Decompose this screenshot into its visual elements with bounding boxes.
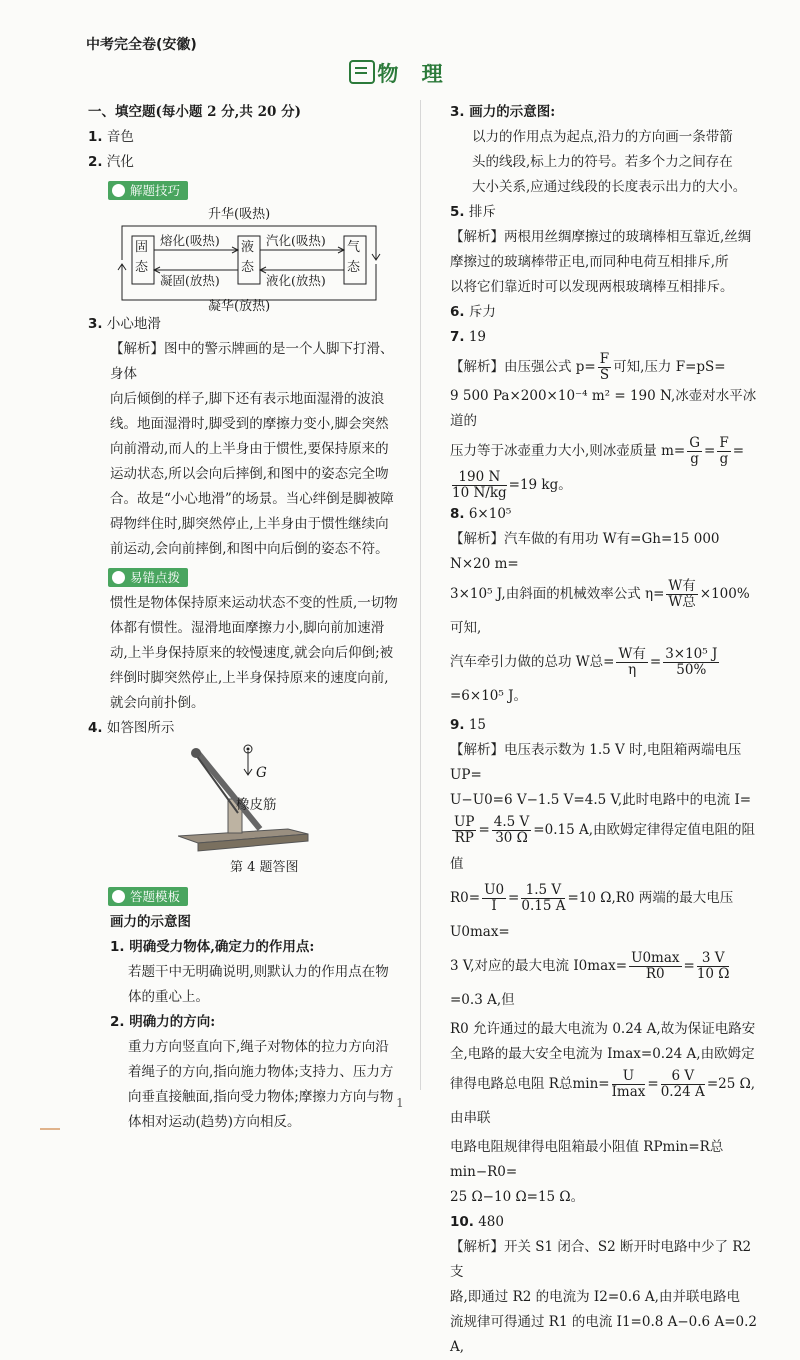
answer-1: 1. 音色 — [88, 129, 134, 145]
q3-line: 运动状态,所以会向后摔倒,和图中的姿态完全吻 — [110, 466, 389, 482]
step-1-line: 体的重心上。 — [128, 989, 209, 1005]
answer-4: 4. 如答图所示 — [88, 720, 175, 736]
phase-change-diagram — [108, 204, 403, 312]
step-2-line: 向垂直接触面,指向受力物体;摩擦力方向与物 — [128, 1089, 394, 1105]
key-icon — [112, 184, 125, 197]
answer-8: 8. 6×10⁵ — [450, 506, 512, 522]
q9-line: 电路电阻规律得电阻箱最小阻值 RPmin=R总min−R0= — [450, 1139, 724, 1180]
q9-line: R0 允许通过的最大电流为 0.24 A,故为保证电路安 — [450, 1021, 756, 1037]
subject-title: 物 理 — [0, 58, 800, 88]
q9-line: 25 Ω−10 Ω=15 Ω。 — [450, 1189, 585, 1205]
key-icon — [112, 571, 125, 584]
answer-7: 7. 19 — [450, 329, 487, 345]
step-1-line: 若题干中无明确说明,则默认力的作用点在物 — [128, 964, 389, 980]
gravity-label: G — [256, 765, 267, 781]
corner-mark — [40, 1128, 60, 1130]
err-line: 动,上半身保持原来的较慢速度,就会向后仰倒;被 — [110, 645, 394, 661]
q9-line: U−U0=6 V−1.5 V=4.5 V,此时电路中的电流 I= — [450, 792, 752, 808]
step-1: 1. 明确受力物体,确定力的作用点: — [110, 939, 315, 955]
step-2: 2. 明确力的方向: — [110, 1014, 216, 1030]
q8-line: 【解析】汽车做的有用功 W有=Gh=15 000 N×20 m= — [450, 531, 720, 572]
q7-line: 9 500 Pa×200×10⁻⁴ m² = 190 N,冰壶对水平冰道的 — [450, 388, 757, 429]
right-column — [450, 100, 762, 1360]
vaporization-label: 汽化(吸热) — [266, 233, 326, 248]
melting-label: 熔化(吸热) — [160, 233, 220, 248]
step-2-line: 体相对运动(趋势)方向相反。 — [128, 1114, 301, 1130]
answer-9: 9. 15 — [450, 717, 487, 733]
tip-badge: 解题技巧 — [108, 181, 188, 200]
template-badge: 答题模板 — [108, 887, 188, 906]
err-line: 体都有惯性。湿滑地面摩擦力小,脚向前加速滑 — [110, 620, 385, 636]
q7-line: 【解析】由压强公式 p= $\frac{F}{S}$ 可知,压力 F=pS= — [450, 351, 726, 383]
q5-line: 摩擦过的玻璃棒带正电,而同种电荷互相排斥,所 — [450, 254, 729, 270]
err-line: 惯性是物体保持原来运动状态不变的性质,一切物 — [110, 595, 398, 611]
answer-3: 3. 小心地滑 — [88, 316, 161, 332]
q10-line: 【解析】开关 S1 闭合、S2 断开时电路中少了 R2 支 — [450, 1239, 752, 1280]
book-icon — [349, 60, 375, 84]
q9-line: 【解析】电压表示数为 1.5 V 时,电阻箱两端电压 UP= — [450, 742, 742, 783]
exam-series-header: 中考完全卷(安徽) — [86, 37, 197, 53]
q3-line: 前运动,会向前摔倒,和图中向后倒的姿态不符。 — [110, 541, 389, 557]
q5-line: 【解析】两根用丝绸摩擦过的玻璃棒相互靠近,丝绸 — [450, 229, 752, 245]
q9-line: R0= $\frac{U0}{I}$ = $\frac{1.5 V}{0.15 A}$ =10 Ω,R0 两端的最大电压 U0max= — [450, 882, 734, 940]
err-line: 绊倒时脚突然停止,上半身保持原来的速度向前, — [110, 670, 389, 686]
condensation-label: 液化(放热) — [266, 273, 326, 288]
q9-line: 全,电路的最大安全电流为 Imax=0.24 A,由欧姆定 — [450, 1046, 755, 1062]
sublimation-label: 升华(吸热) — [208, 207, 271, 222]
book-icon — [112, 890, 125, 903]
left-column — [88, 100, 403, 1135]
answer-10: 10. 480 — [450, 1214, 504, 1230]
q3-line: 【解析】图中的警示牌画的是一个人脚下打滑、身体 — [110, 341, 394, 382]
q7-line: $\frac{190 N}{10 N/kg}$ =19 kg。 — [452, 469, 572, 501]
template-title: 画力的示意图 — [110, 914, 191, 930]
gas-box: 气态 — [347, 240, 361, 275]
step-3-line: 大小关系,应通过线段的长度表示出力的大小。 — [472, 179, 747, 195]
step-3-line: 以力的作用点为起点,沿力的方向画一条带箭 — [472, 129, 733, 145]
step-2-line: 重力方向竖直向下,绳子对物体的拉力方向沿 — [128, 1039, 389, 1055]
column-divider — [420, 100, 421, 1090]
freezing-label: 凝固(放热) — [160, 273, 220, 288]
error-badge: 易错点拨 — [108, 568, 188, 587]
q10-line: 流规律可得通过 R1 的电流 I1=0.8 A−0.6 A=0.2 A, — [450, 1314, 757, 1355]
step-3-line: 头的线段,标上力的符号。若多个力之间存在 — [472, 154, 733, 170]
q5-line: 以将它们靠近时可以发现两根玻璃棒互相排斥。 — [450, 279, 734, 295]
q9-line: 3 V,对应的最大电流 I0max= $\frac{U0\max}{R0}$ = $\frac{3 V}{10 \Omega}$ =0.3 A,但 — [450, 950, 730, 1008]
q8-line: 汽车牵引力做的总功 W总= $\frac{\text{W有}}{\eta}$ = $\frac{\text{3×10⁵ J}}{50\%}$ =6×10⁵ J。 — [450, 646, 718, 704]
rubber-band-label: 橡皮筋 — [236, 797, 277, 813]
q10-line: 路,即通过 R2 的电流为 I2=0.6 A,由并联电路电 — [450, 1289, 740, 1305]
answer-6: 6. 斥力 — [450, 304, 496, 320]
answer-5: 5. 排斥 — [450, 204, 496, 220]
q3-line: 线。地面湿滑时,脚受到的摩擦力变小,脚会突然 — [110, 416, 389, 432]
page-number: 1 — [396, 1096, 404, 1110]
answer-2: 2. 汽化 — [88, 154, 134, 170]
q3-line: 合。故是“小心地滑”的场景。当心绊倒是脚被障 — [110, 491, 394, 507]
q3-line: 向前滑动,而人的上半身由于惯性,要保持原来的 — [110, 441, 389, 457]
q3-line: 碍物绊住时,脚突然停止,上半身由于惯性继续向 — [110, 516, 389, 532]
err-line: 就会向前扑倒。 — [110, 695, 205, 711]
q4-figure — [178, 741, 403, 881]
q8-line: 3×10⁵ J,由斜面的机械效率公式 η= $\frac{\text{W有}}{\text{W总}}$ ×100%可知, — [450, 578, 750, 636]
step-2-line: 着绳子的方向,指向施力物体;支持力、压力方 — [128, 1064, 394, 1080]
figure-caption: 第 4 题答图 — [230, 860, 299, 875]
desublimation-label: 凝华(放热) — [208, 299, 271, 314]
q9-line: $\frac{UP}{RP}$ = $\frac{4.5 V}{30 \Omega}$ =0.15 A,由欧姆定律得定值电阻的阻值 — [450, 814, 755, 872]
section-heading: 一、填空题(每小题 2 分,共 20 分) — [88, 104, 301, 120]
step-3: 3. 画力的示意图: — [450, 104, 556, 120]
solid-box: 固态 — [135, 240, 149, 275]
q7-line: 压力等于冰壶重力大小,则冰壶质量 m= $\frac{G}{g}$ = $\frac{F}{g}$ = — [450, 435, 744, 467]
liquid-box: 液态 — [241, 240, 255, 275]
q3-line: 向后倾倒的样子,脚下还有表示地面湿滑的波浪 — [110, 391, 385, 407]
q9-line: 律得电路总电阻 R总min= $\frac{U}{Imax}$ = $\frac{6 V}{0.24 A}$ =25 Ω,由串联 — [450, 1068, 756, 1126]
